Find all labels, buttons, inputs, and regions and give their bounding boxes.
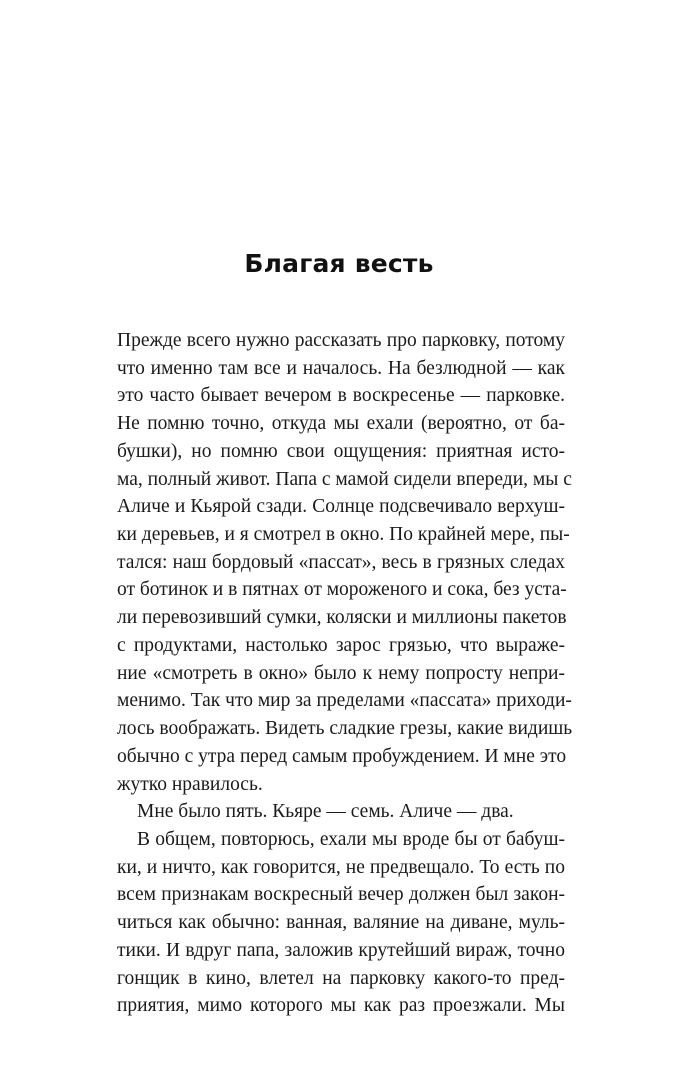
text-line: жутко нравилось. — [117, 773, 263, 795]
text-line: ки, и ничто, как говорится, не предвещало. То есть по — [117, 856, 565, 878]
text-line: Прежде всего нужно рассказать про парковку, потому — [117, 330, 565, 351]
text-line: приятия, мимо которого мы как раз проезжали. Мы — [117, 995, 565, 1017]
text-line: ма, полный живот. Папа с мамой сидели впереди, мы с — [117, 468, 572, 490]
text-line: тики. И вдруг папа, заложив крутейший вираж, точно — [117, 939, 565, 961]
text-line: ли перевозивший сумки, коляски и миллионы пакетов — [117, 607, 567, 629]
text-line: В общем, повторюсь, ехали мы вроде бы от бабуш- — [137, 828, 565, 850]
text-line: от ботинок и в пятнах от мороженого и сока, без уста- — [117, 579, 567, 601]
text-line: ние «смотреть в окно» было к нему попросту непри- — [117, 662, 565, 684]
text-line: ки деревьев, и я смотрел в окно. По крайней мере, пы- — [117, 524, 570, 546]
body-text — [117, 327, 573, 1020]
text-line: всем признакам воскресный вечер должен был закон- — [117, 884, 565, 906]
text-line: бушки), но помню свои ощущения: приятная исто- — [117, 440, 565, 462]
text-line: читься как обычно: ванная, валяние на диване, муль- — [117, 912, 565, 934]
text-line: Не помню точно, откуда мы ехали (вероятно, от ба- — [117, 413, 565, 435]
text-line: менимо. Так что мир за пределами «пассата» приходи- — [117, 690, 572, 712]
text-line: это часто бывает вечером в воскресенье — парковке. — [117, 385, 565, 407]
text-line: Мне было пять. Кьяре — семь. Аличе — два. — [137, 801, 514, 823]
text-line: с продуктами, настолько зарос грязью, что выраже- — [117, 634, 565, 656]
text-line: тался: наш бордовый «пассат», весь в грязных следах — [117, 551, 565, 573]
text-line: обычно с утра перед самым пробуждением. И мне это — [117, 745, 567, 767]
text-line: лось воображать. Видеть сладкие грезы, какие видишь — [117, 718, 573, 740]
chapter-title: Благая весть — [244, 248, 434, 278]
text-line: гонщик в кино, влетел на парковку какого-то пред- — [117, 967, 565, 989]
text-line: что именно там все и началось. На безлюдной — как — [117, 357, 565, 379]
text-line: Аличе и Кьярой сзади. Солнце подсвечивало верхуш- — [117, 496, 565, 518]
